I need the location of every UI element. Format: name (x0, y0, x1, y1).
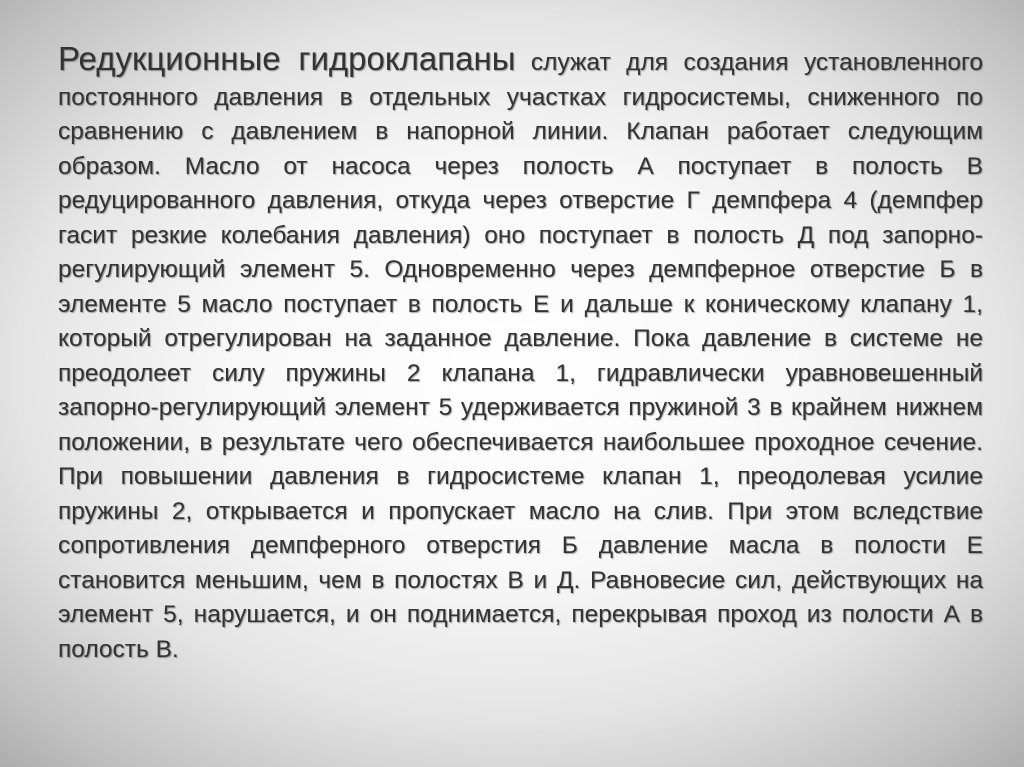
body-paragraph: служат для создания установленного постоянного давления в отдельных участках гидросистемы, сниженного по сравнению с давлением в напорной линии. Клапан работает следующим образом. Масло от насоса через полость А поступает в полость В редуцированного давления, откуда через отверстие Г демпфера 4 (демпфер гасит резкие колебания давления) оно поступает в полость Д под запорно-регулирующий элемент 5. Одновременно через демпферное отверстие Б в элементе 5 масло поступает в полость Е и дальше к коническому клапану 1, который отрегулирован на заданное давление. Пока давление в системе не преодолеет силу пружины 2 клапана 1, гидравлически уравновешенный запорно-регулирующий элемент 5 удерживается пружиной 3 в крайнем нижнем положении, в результате чего обеспечивается наибольшее проходное сечение. При повышении давления в гидросистеме клапан 1, преодолевая усилие пружины 2, открывается и пропускает масло на слив. При этом вследствие сопротивления демпферного отверстия Б давление масла в полости Е становится меньшим, чем в полостях В и Д. Равновесие сил, действующих на элемент 5, нарушается, и он поднимается, перекрывая проход из полости А в полость В. (58, 49, 983, 663)
lead-term: Редукционные гидроклапаны (58, 40, 516, 77)
slide-body-text (58, 42, 983, 667)
